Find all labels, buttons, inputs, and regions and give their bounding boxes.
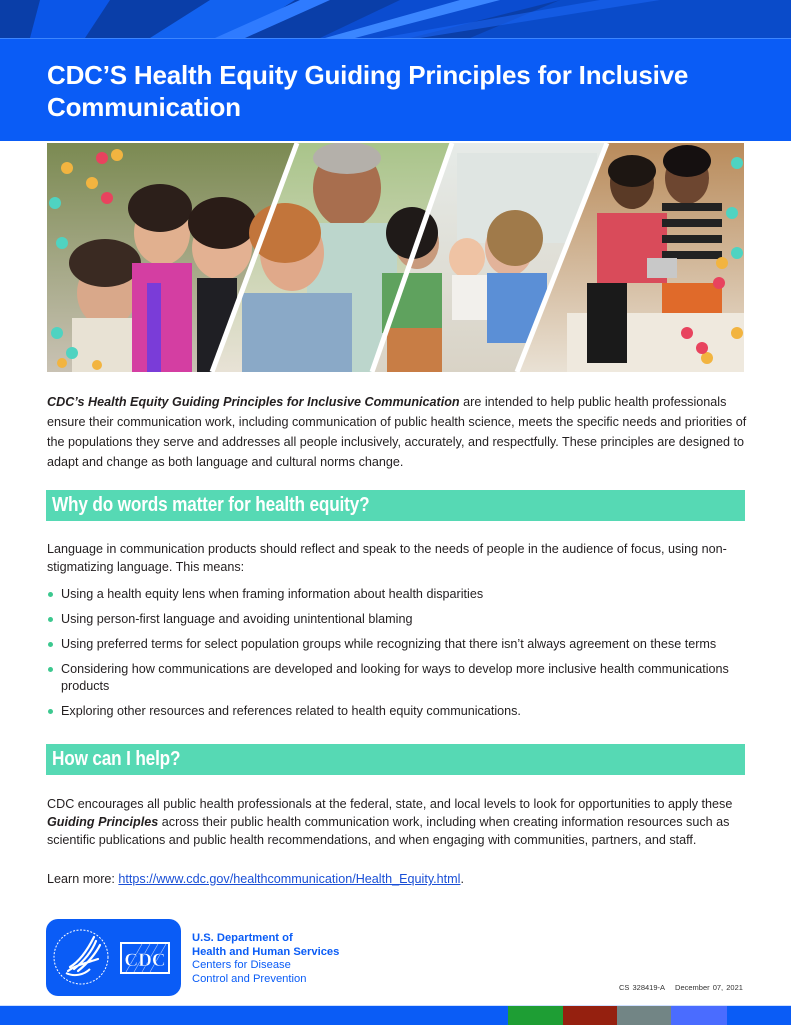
photo-collage-image: [47, 143, 744, 372]
intro-emphasis: CDC’s Health Equity Guiding Principles for Inclusive Communication: [47, 395, 460, 409]
page-title: CDC’S Health Equity Guiding Principles for Inclusive Communication: [47, 60, 689, 122]
hhs-cdc-logo: [46, 919, 181, 996]
bullet-dot-icon: [48, 709, 53, 714]
document-date: December 07, 2021: [675, 983, 743, 992]
bullet-dot-icon: [48, 642, 53, 647]
section-heading: Why do words matter for health equity?: [52, 494, 370, 516]
list-item: Using person-first language and avoiding unintentional blaming: [47, 611, 757, 628]
principles-list: [47, 586, 757, 728]
help-paragraph: CDC encourages all public health professionals at the federal, state, and local levels to look for opportunities to apply these Guiding Principles across their public health communication work, including when creating information resources such as scientific publications and public health recommendations, and when engaging with communities, partners, and staff.: [47, 797, 733, 847]
diagonal-stripes-decoration: [0, 0, 791, 38]
list-item: Using a health equity lens when framing information about health disparities: [47, 586, 757, 603]
hhs-eagle-cdc-icon: [46, 919, 181, 996]
svg-text:CDC: CDC: [124, 950, 166, 971]
color-segment-red: [563, 1006, 617, 1025]
intro-text: are intended to help public health professionals ensure their communication work, including communication of public health science, meets the specific needs and priorities of the populations they serve and addresses all people inclusively, accurately, and respectfully. These principles are designed to adapt and change as both language and cultural norms change.: [47, 395, 747, 469]
color-segment-light-blue: [671, 1006, 727, 1025]
list-item: Exploring other resources and references related to health equity communications.: [47, 703, 757, 720]
document-number: CS 328419-A: [619, 983, 666, 992]
list-item: Considering how communications are developed and looking for ways to develop more inclusive health communications products: [47, 661, 757, 695]
intro-paragraph: [47, 392, 752, 472]
footer-color-bar: [0, 1005, 791, 1025]
color-segment-blue: [0, 1006, 508, 1025]
agency-name: U.S. Department of Health and Human Services Centers for Disease Control and Prevention: [192, 932, 340, 985]
section-header-why-words-matter: [46, 490, 745, 521]
document-id: [619, 983, 743, 992]
learn-more-line: Learn more: https://www.cdc.gov/healthcommunication/Health_Equity.html.: [47, 872, 464, 886]
section-heading: How can I help?: [52, 748, 181, 770]
bullet-dot-icon: [48, 667, 53, 672]
section-header-how-can-i-help: [46, 744, 745, 775]
color-segment-blue-end: [727, 1006, 791, 1025]
color-segment-gray: [617, 1006, 671, 1025]
health-equity-link[interactable]: https://www.cdc.gov/healthcommunication/Health_Equity.html: [118, 872, 461, 886]
bullet-dot-icon: [48, 617, 53, 622]
bullet-dot-icon: [48, 592, 53, 597]
title-banner: [0, 38, 791, 141]
color-segment-green: [508, 1006, 563, 1025]
guiding-principles-emphasis: Guiding Principles: [47, 815, 159, 829]
section-lead-text: Language in communication products should reflect and speak to the needs of people in the audience of focus, using non-stigmatizing language. This means:: [47, 542, 727, 574]
header-stripes: [0, 0, 791, 38]
list-item: Using preferred terms for select population groups while recognizing that there isn’t always agreement on these terms: [47, 636, 757, 653]
hero-photo-collage: [47, 143, 744, 372]
